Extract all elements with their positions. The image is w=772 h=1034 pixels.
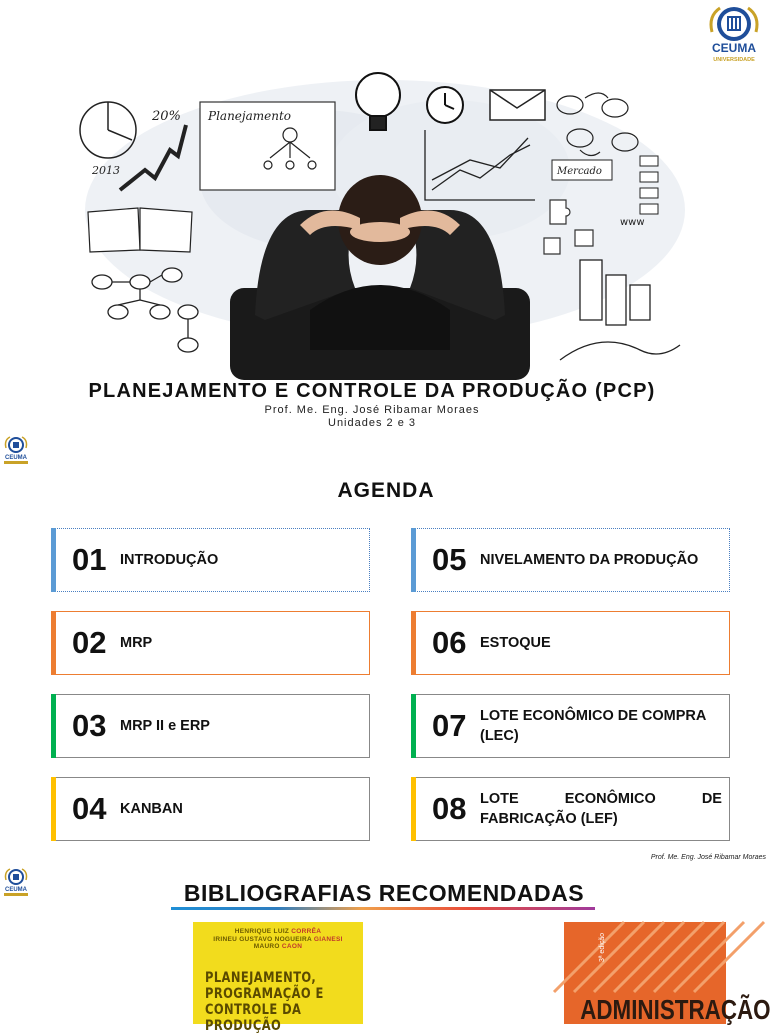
book-edition: 3ª edição xyxy=(599,932,606,962)
accent-bar xyxy=(51,611,56,675)
www-doodle: www xyxy=(620,217,645,228)
agenda-label: KANBAN xyxy=(120,801,183,817)
agenda-label: NIVELAMENTO DA PRODUÇÃO xyxy=(480,552,699,568)
envelope-icon xyxy=(490,90,545,120)
svg-text:CEUMA: CEUMA xyxy=(5,455,27,461)
agenda-number: 08 xyxy=(432,791,467,826)
open-book-doodle xyxy=(88,208,192,252)
agenda-number: 07 xyxy=(432,708,467,743)
title-underline xyxy=(171,907,595,910)
agenda-item-06[interactable] xyxy=(411,611,730,675)
agenda-label: ESTOQUE xyxy=(480,635,551,651)
agenda-label: MRP II e ERP xyxy=(120,718,210,734)
bibliography-slide xyxy=(0,864,771,1034)
percent-doodle: 20% xyxy=(152,109,181,124)
accent-bar xyxy=(411,694,416,758)
presentation-title: PLANEJAMENTO E CONTROLE DA PRODUÇÃO (PCP) xyxy=(88,380,656,402)
agenda-item-04[interactable] xyxy=(51,777,370,841)
accent-bar xyxy=(51,528,56,592)
accent-bar xyxy=(51,694,56,758)
logo-text: CEUMA xyxy=(712,41,756,55)
agenda-label: INTRODUÇÃO xyxy=(120,552,219,568)
title-slide xyxy=(0,0,768,432)
book-title: ADMINISTRAÇÃO xyxy=(580,994,771,1025)
planning-label: Planejamento xyxy=(208,109,292,123)
agenda-number: 01 xyxy=(72,542,107,577)
agenda-label xyxy=(480,706,706,746)
agenda-number: 05 xyxy=(432,542,467,577)
book-title: PLANEJAMENTO, PROGRAMAÇÃO E CONTROLE DA PRODUÇÃO xyxy=(205,970,324,1034)
pie-chart-doodle xyxy=(80,102,136,158)
agenda-label-line2: (LEC) xyxy=(480,728,519,744)
agenda-item-01[interactable] xyxy=(51,528,370,592)
book-cover-pcp[interactable] xyxy=(193,922,363,1034)
agenda-number: 06 xyxy=(432,625,467,660)
book-cover-administracao[interactable] xyxy=(564,922,771,1025)
book-pattern xyxy=(564,922,726,992)
agenda-item-03[interactable] xyxy=(51,694,370,758)
market-label: Mercado xyxy=(557,166,602,177)
agenda-number: 03 xyxy=(72,708,107,743)
agenda-title: AGENDA xyxy=(337,479,435,502)
accent-bar xyxy=(411,777,416,841)
agenda-slide xyxy=(0,432,768,864)
logo-subtext: UNIVERSIDADE xyxy=(713,57,755,63)
units-subtitle: Unidades 2 e 3 xyxy=(328,417,416,429)
footer-author: Prof. Me. Eng. José Ribamar Moraes xyxy=(650,854,766,861)
agenda-item-02[interactable] xyxy=(51,611,370,675)
agenda-label: MRP xyxy=(120,635,153,651)
ceuma-logo-small xyxy=(2,434,30,466)
agenda-number: 02 xyxy=(72,625,107,660)
agenda-label-line1: LOTE ECONÔMICO DE xyxy=(480,791,722,807)
agenda-label-line1: LOTE ECONÔMICO DE COMPRA xyxy=(480,708,707,724)
hero-illustration xyxy=(60,60,710,378)
agenda-item-07[interactable] xyxy=(411,694,730,758)
bibliography-title: BIBLIOGRAFIAS RECOMENDADAS xyxy=(183,880,585,906)
professor-name: Prof. Me. Eng. José Ribamar Moraes xyxy=(264,404,480,416)
agenda-number: 04 xyxy=(72,791,107,826)
ceuma-logo xyxy=(702,2,766,64)
accent-bar xyxy=(51,777,56,841)
agenda-item-05[interactable] xyxy=(411,528,730,592)
book-authors: HENRIQUE LUIZ CORRÊA IRINEU GUSTAVO NOGUEIRA GIANESI MAURO CAON xyxy=(213,928,343,950)
agenda-item-08[interactable] xyxy=(411,777,730,841)
clock-icon xyxy=(427,87,463,123)
accent-bar xyxy=(411,528,416,592)
agenda-label-line2: FABRICAÇÃO (LEF) xyxy=(480,811,618,827)
accent-bar xyxy=(411,611,416,675)
svg-text:CEUMA: CEUMA xyxy=(5,887,27,893)
agenda-label xyxy=(480,789,722,829)
year-doodle: 2013 xyxy=(92,164,120,177)
